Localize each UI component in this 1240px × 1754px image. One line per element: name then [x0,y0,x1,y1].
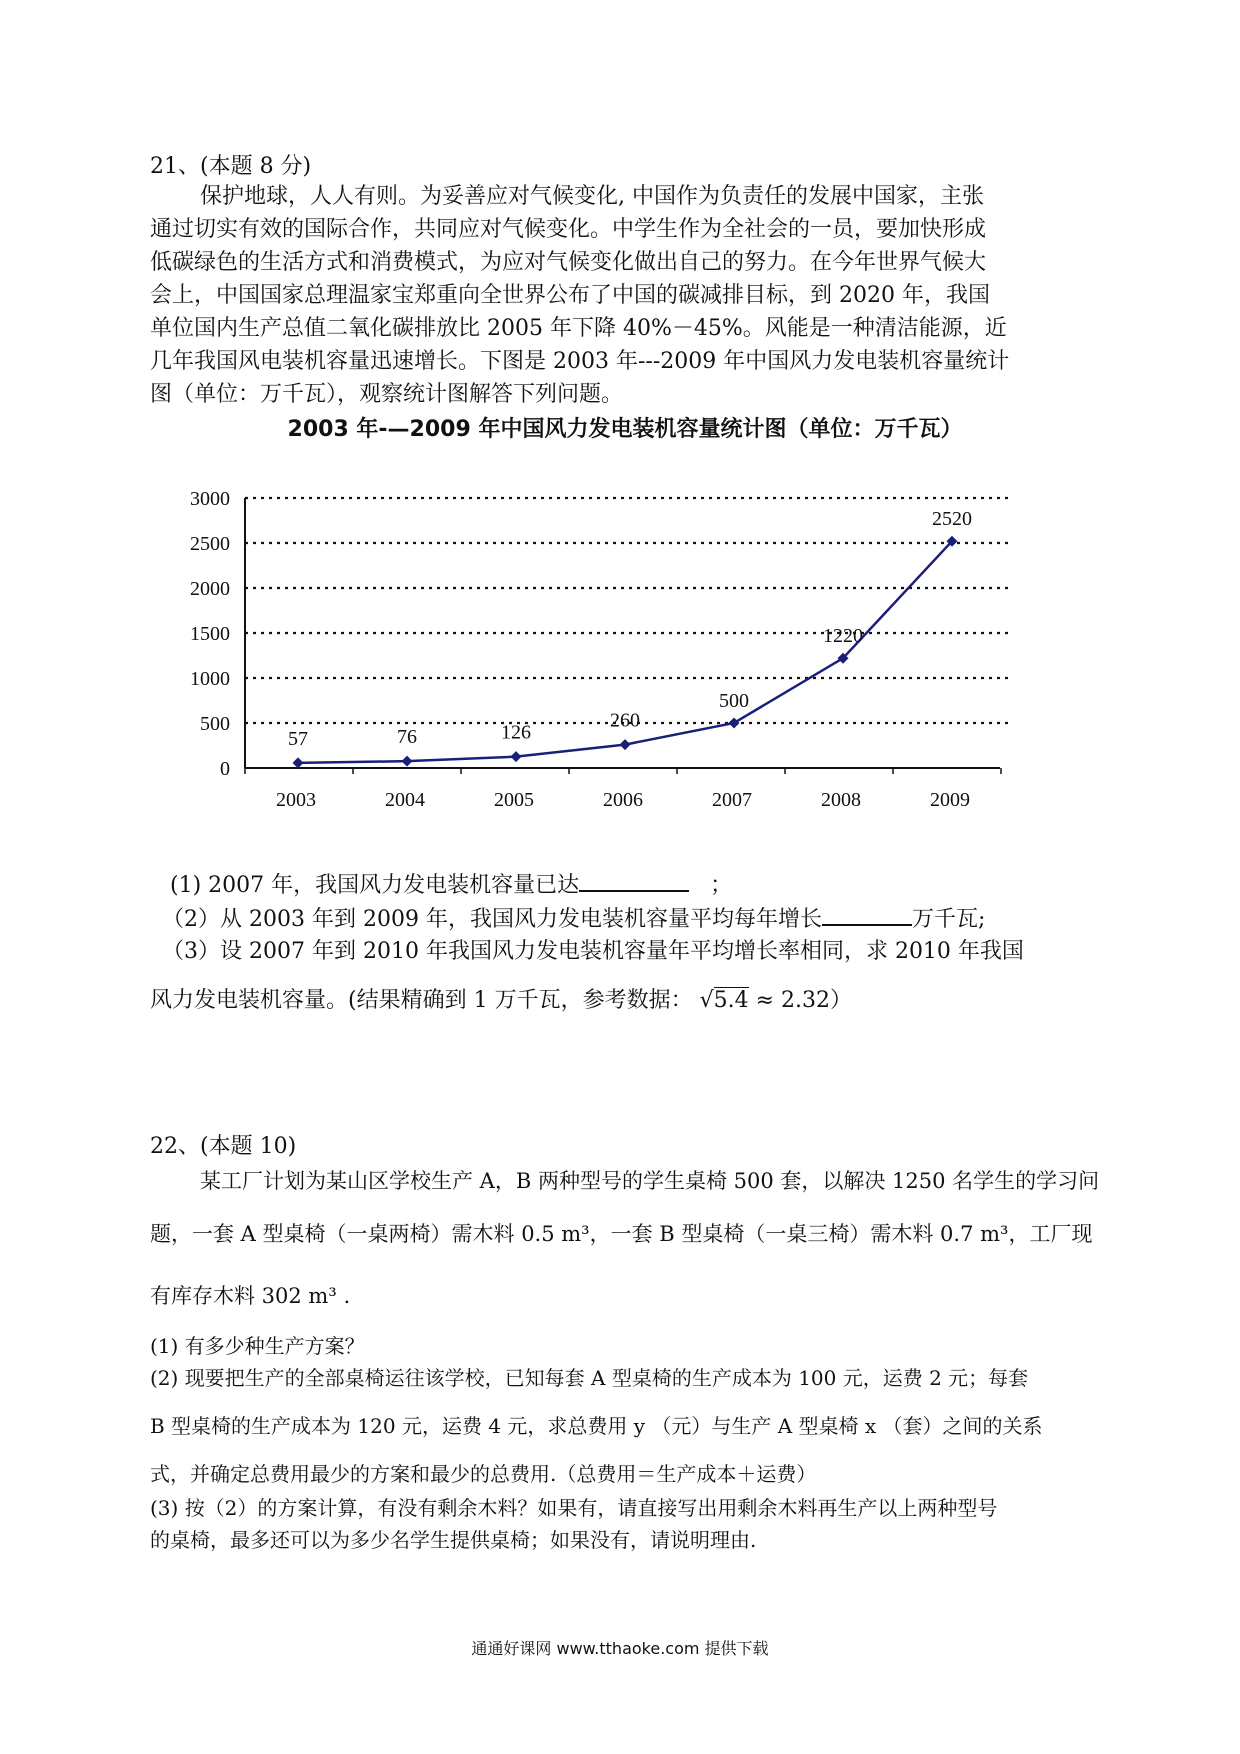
data-label: 126 [501,721,531,744]
q21-sub1-text: (1) 2007 年，我国风力发电装机容量已达 [170,873,580,898]
chart-title: 2003 年-—2009 年中国风力发电装机容量统计图（单位：万千瓦） [287,417,963,442]
q21-sub1-suffix: ； [710,873,733,898]
data-label: 57 [288,727,308,750]
y-tick-label: 1000 [190,668,230,690]
chart-series [293,536,958,769]
q22-sub3-line1: (3) 按（2）的方案计算，有没有剩余木料？如果有，请直接写出用剩余木料再生产以上两种型号 [150,1496,998,1520]
data-point-marker [402,756,413,767]
x-tick-label: 2007 [712,789,752,811]
data-label: 2520 [932,508,972,531]
answer-blank-1[interactable] [579,868,689,892]
y-tick-label: 2500 [190,533,230,555]
q21-intro-line: 图（单位：万千瓦），观察统计图解答下列问题。 [150,382,624,407]
x-tick-label: 2004 [385,789,425,811]
y-tick-label: 3000 [190,488,230,510]
y-tick-label: 2000 [190,578,230,600]
q22-sub3-line2: 的桌椅，最多还可以为多少名学生提供桌椅；如果没有，请说明理由. [150,1528,757,1552]
x-tick-label: 2009 [930,789,970,811]
data-point-marker [729,718,740,729]
q21-intro-line: 几年我国风电装机容量迅速增长。下图是 2003 年---2009 年中国风力发电装机容量统计 [150,349,1010,374]
q21-intro-line: 通过切实有效的国际合作，共同应对气候变化。中学生作为全社会的一员，要加快形成 [150,217,987,242]
q22-line1: 某工厂计划为某山区学校生产 A，B 两种型号的学生桌椅 500 套，以解决 1250 名学生的学习问 [200,1169,1100,1193]
q21-sub3-line2 [150,984,852,1017]
sqrt-radicand: 5.4 [713,988,749,1013]
data-point-marker [620,739,631,750]
wind-capacity-line-chart [150,470,1050,830]
q21-intro-line: 保护地球，人人有则。为妥善应对气候变化, 中国作为负责任的发展中国家，主张 [200,184,984,209]
q21-intro-line: 会上，中国国家总理温家宝郑重向全世界公布了中国的碳减排目标，到 2020 年，我国 [150,283,990,308]
q21-sub2-text: （2）从 2003 年到 2009 年，我国风力发电装机容量平均每年增长 [162,907,822,932]
q22-line3: 有库存木料 302 m³ . [150,1284,351,1308]
data-point-marker [511,751,522,762]
q22-sub1: (1) 有多少种生产方案？ [150,1334,365,1358]
q22-header: 22、(本题 10) [150,1134,297,1159]
data-label: 260 [610,709,640,732]
y-tick-label: 0 [220,758,230,780]
data-label: 500 [719,690,749,712]
y-tick-label: 500 [200,713,230,735]
data-label: 76 [397,726,417,749]
q21-sub2 [162,902,985,936]
q21-sub3-text: 风力发电装机容量。(结果精确到 1 万千瓦，参考数据： [150,988,693,1013]
q21-sub3-line1: （3）设 2007 年到 2010 年我国风力发电装机容量年平均增长率相同，求 2010 年我国 [162,939,1024,964]
q21-intro [150,180,1100,411]
y-tick-label: 1500 [190,623,230,645]
q21-sub3-approx: ≈ 2.32） [755,988,853,1013]
answer-blank-2[interactable] [822,902,912,926]
q21-intro-line: 单位国内生产总值二氧化碳排放比 2005 年下降 40%－45%。风能是一种清洁能源，近 [150,316,1007,341]
page-footer: 通通好课网 www.tthaoke.com 提供下载 [471,1639,769,1658]
q21-sub1 [170,868,732,902]
x-tick-label: 2005 [494,789,534,811]
q22-sub2-line2: B 型桌椅的生产成本为 120 元，运费 4 元，求总费用 y （元）与生产 A 型桌椅 x （套）之间的关系 [150,1414,1043,1438]
q21-intro-line: 低碳绿色的生活方式和消费模式，为应对气候变化做出自己的努力。在今年世界气候大 [150,250,987,275]
q21-header: 21、(本题 8 分) [150,154,312,179]
chart-axes [245,498,1001,774]
q21-sub2-suffix: 万千瓦; [911,907,986,932]
x-tick-label: 2006 [603,789,643,811]
x-tick-label: 2008 [821,789,861,811]
x-tick-label: 2003 [276,789,316,811]
q22-sub2-line3: 式，并确定总费用最少的方案和最少的总费用.（总费用＝生产成本＋运费） [150,1462,817,1486]
chart-grid [245,498,1010,723]
q22-line2: 题，一套 A 型桌椅（一桌两椅）需木料 0.5 m³，一套 B 型桌椅（一桌三椅）需木料 0.7 m³，工厂现 [150,1222,1093,1246]
data-label: 1220 [823,625,863,648]
data-point-marker [293,757,304,768]
sqrt-symbol: √ [699,988,714,1013]
q22-sub2-line1: (2) 现要把生产的全部桌椅运往该学校，已知每套 A 型桌椅的生产成本为 100 元，运费 2 元；每套 [150,1366,1029,1390]
